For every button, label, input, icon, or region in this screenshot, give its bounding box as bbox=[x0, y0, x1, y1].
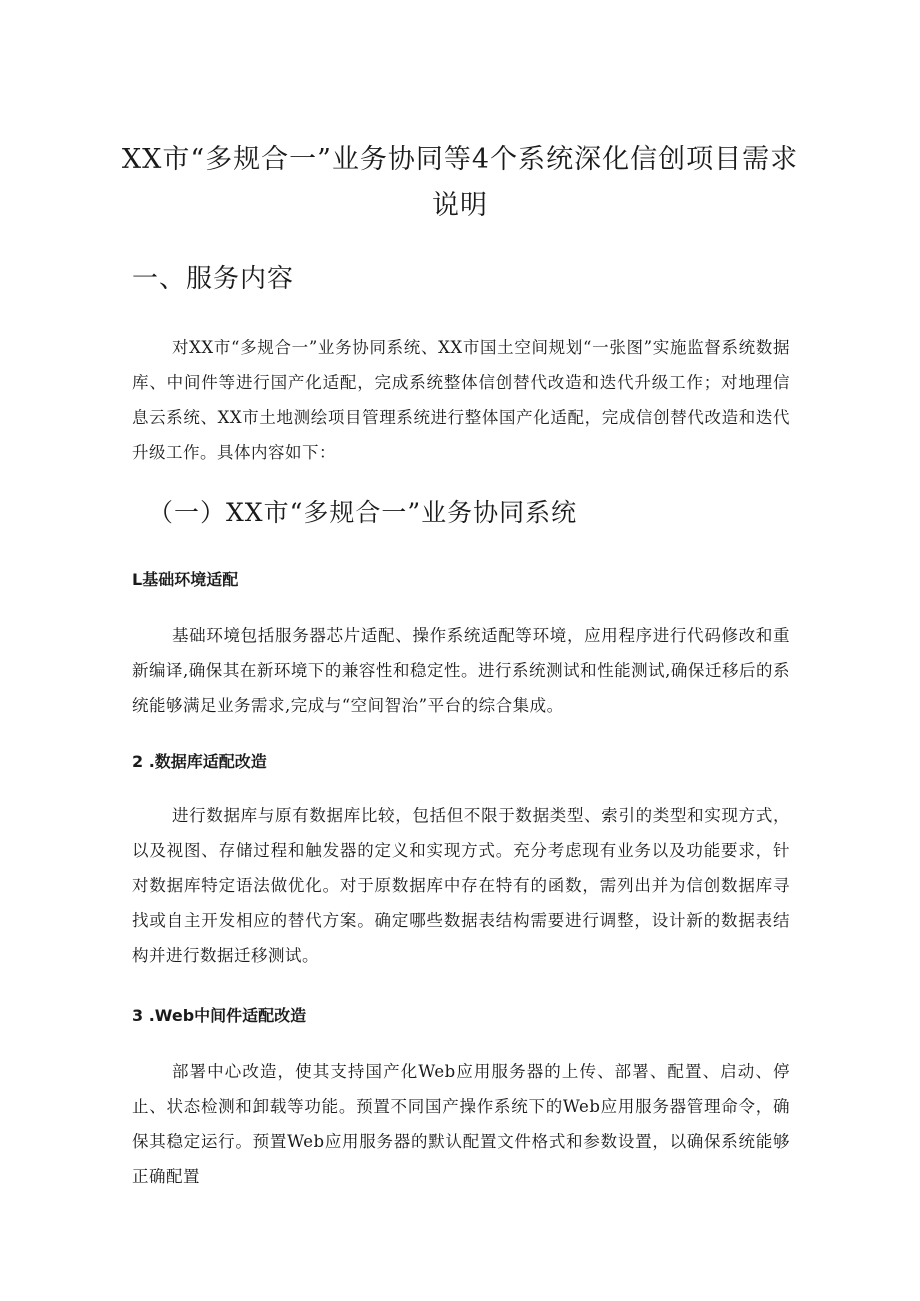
item-body-database: 进行数据库与原有数据库比较，包括但不限于数据类型、索引的类型和实现方式，以及视图、存储过程和触发器的定义和实现方式。充分考虑现有业务以及功能要求，针对数据库特定语法做优化。对于原数据库中存在特有的函数，需列出并为信创数据库寻找或自主开发相应的替代方案。确定哪些数据表结构需要进行调整，设计新的数据表结构并进行数据迁移测试。 bbox=[132, 806, 790, 965]
item-body-web-middleware: 部署中心改造，使其支持国产化Web应用服务器的上传、部署、配置、启动、停止、状态检测和卸载等功能。预置不同国产操作系统下的Web应用服务器管理命令，确保其稳定运行。预置Web应用服务器的默认配置文件格式和参数设置，以确保系统能够正确配置 bbox=[132, 1062, 790, 1186]
item-body-basic-environment: 基础环境包括服务器芯片适配、操作系统适配等环境，应用程序进行代码修改和重新编译,确保其在新环境下的兼容性和稳定性。进行系统测试和性能测试,确保迁移后的系统能够满足业务需求,完成与“空间智治”平台的综合集成。 bbox=[132, 626, 790, 715]
subsection-heading-multi-plan: （一）XX市“多规合一”业务协同系统 bbox=[148, 498, 578, 527]
item-heading-basic-environment: L基础环境适配 bbox=[132, 570, 239, 589]
item-heading-database: 2 .数据库适配改造 bbox=[132, 752, 267, 771]
item-heading-web-middleware: 3 .Web中间件适配改造 bbox=[132, 1006, 307, 1025]
section-intro-paragraph: 对XX市“多规合一”业务协同系统、XX市国土空间规划“一张图”实施监督系统数据库、中间件等进行国产化适配，完成系统整体信创替代改造和迭代升级工作；对地理信息云系统、XX市土地测绘项目管理系统进行整体国产化适配，完成信创替代改造和迭代升级工作。具体内容如下： bbox=[132, 338, 790, 462]
document-title-continued: 说明 bbox=[432, 190, 488, 221]
document-title: XX市“多规合一”业务协同等4个系统深化信创项目需求 bbox=[121, 144, 799, 175]
section-heading-service-content: 一、服务内容 bbox=[132, 264, 295, 294]
